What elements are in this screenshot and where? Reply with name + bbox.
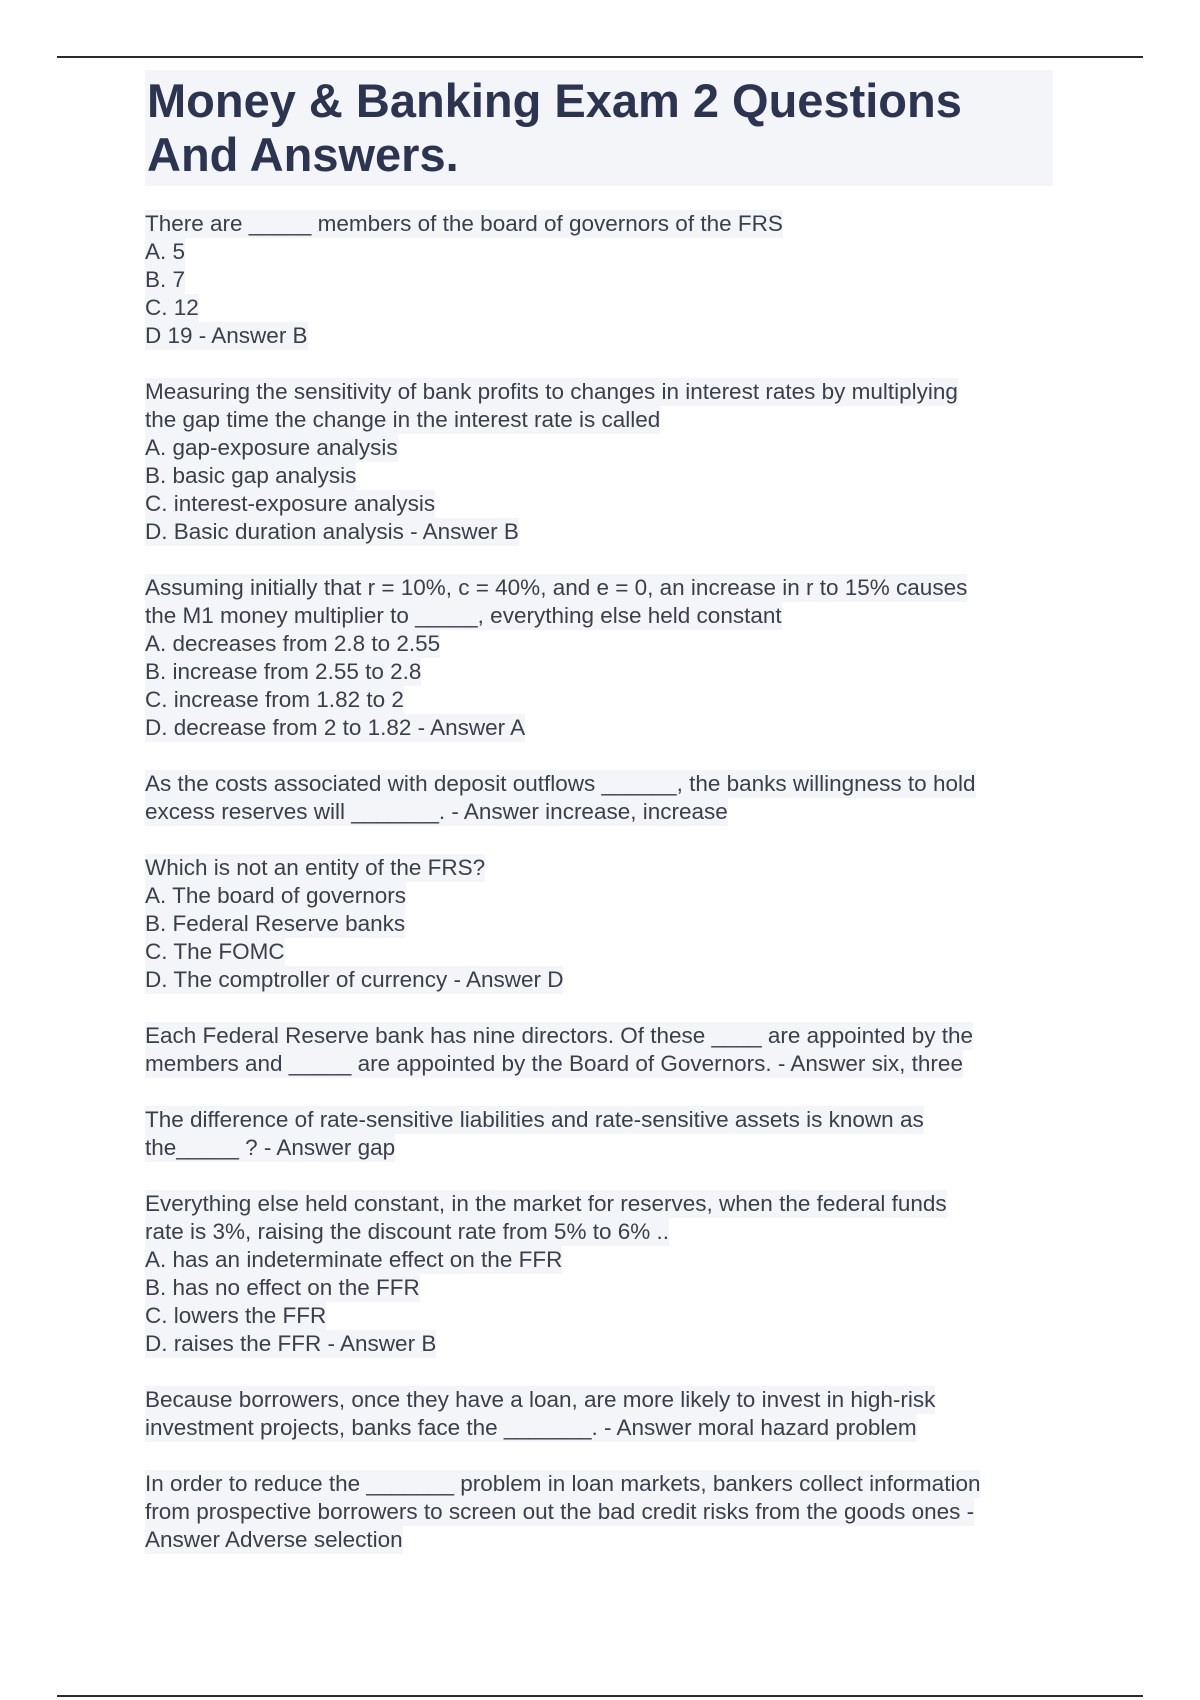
qa-item — [145, 1022, 1055, 1078]
question-line: B. Federal Reserve banks — [145, 911, 406, 936]
title-block — [145, 70, 1053, 186]
question-text: In order to reduce the _______ problem in loan markets, bankers collect information — [145, 1471, 981, 1496]
question-text: Which is not an entity of the FRS? — [145, 855, 486, 880]
question-line: D. Basic duration analysis - Answer B — [145, 519, 519, 544]
title-line-1: Money & Banking Exam 2 Questions — [147, 74, 962, 127]
question-line: B. increase from 2.55 to 2.8 — [145, 659, 422, 684]
question-line: rate is 3%, raising the discount rate from 5% to 6% .. — [145, 1219, 669, 1244]
qa-item — [145, 770, 1055, 826]
question-text: Everything else held constant, in the market for reserves, when the federal funds — [145, 1191, 947, 1216]
title-line-2: And Answers. — [147, 128, 459, 181]
page-title — [147, 74, 1047, 182]
qa-item — [145, 1386, 1055, 1442]
question-line: from prospective borrowers to screen out the bad credit risks from the goods ones - — [145, 1499, 975, 1524]
question-line: A. 5 — [145, 239, 186, 264]
question-text: Measuring the sensitivity of bank profits to changes in interest rates by multiplying — [145, 379, 958, 404]
question-line: C. The FOMC — [145, 939, 285, 964]
question-text: There are _____ members of the board of governors of the FRS — [145, 211, 783, 236]
question-line: D 19 - Answer B — [145, 323, 308, 348]
question-line: excess reserves will _______. - Answer increase, increase — [145, 799, 728, 824]
top-rule — [57, 56, 1143, 58]
question-line: members and _____ are appointed by the Board of Governors. - Answer six, three — [145, 1051, 963, 1076]
question-text: Assuming initially that r = 10%, c = 40%, and e = 0, an increase in r to 15% causes — [145, 575, 968, 600]
qa-item — [145, 574, 1055, 742]
question-line: the_____ ? - Answer gap — [145, 1135, 396, 1160]
question-line: D. decrease from 2 to 1.82 - Answer A — [145, 715, 526, 740]
question-line: A. decreases from 2.8 to 2.55 — [145, 631, 441, 656]
question-text: As the costs associated with deposit outflows ______, the banks willingness to hold — [145, 771, 976, 796]
question-line: B. basic gap analysis — [145, 463, 357, 488]
question-line: C. lowers the FFR — [145, 1303, 327, 1328]
qa-item — [145, 378, 1055, 546]
qa-list — [145, 210, 1055, 1554]
question-line: the M1 money multiplier to _____, everything else held constant — [145, 603, 782, 628]
qa-item — [145, 1106, 1055, 1162]
question-text: Because borrowers, once they have a loan, are more likely to invest in high-risk — [145, 1387, 936, 1412]
question-line: A. has an indeterminate effect on the FFR — [145, 1247, 563, 1272]
question-line: Answer Adverse selection — [145, 1527, 403, 1552]
bottom-rule — [57, 1695, 1143, 1697]
question-line: A. The board of governors — [145, 883, 406, 908]
question-line: C. interest-exposure analysis — [145, 491, 436, 516]
qa-item — [145, 1470, 1055, 1554]
question-line: D. raises the FFR - Answer B — [145, 1331, 437, 1356]
document-body — [145, 70, 1055, 1582]
question-line: A. gap-exposure analysis — [145, 435, 398, 460]
question-line: B. has no effect on the FFR — [145, 1275, 420, 1300]
qa-item — [145, 854, 1055, 994]
question-line: the gap time the change in the interest rate is called — [145, 407, 661, 432]
question-line: investment projects, banks face the _______. - Answer moral hazard problem — [145, 1415, 917, 1440]
question-line: C. 12 — [145, 295, 199, 320]
qa-item — [145, 210, 1055, 350]
question-line: C. increase from 1.82 to 2 — [145, 687, 404, 712]
qa-item — [145, 1190, 1055, 1358]
question-text: The difference of rate-sensitive liabilities and rate-sensitive assets is known as — [145, 1107, 924, 1132]
question-text: Each Federal Reserve bank has nine directors. Of these ____ are appointed by the — [145, 1023, 974, 1048]
question-line: D. The comptroller of currency - Answer D — [145, 967, 564, 992]
question-line: B. 7 — [145, 267, 186, 292]
